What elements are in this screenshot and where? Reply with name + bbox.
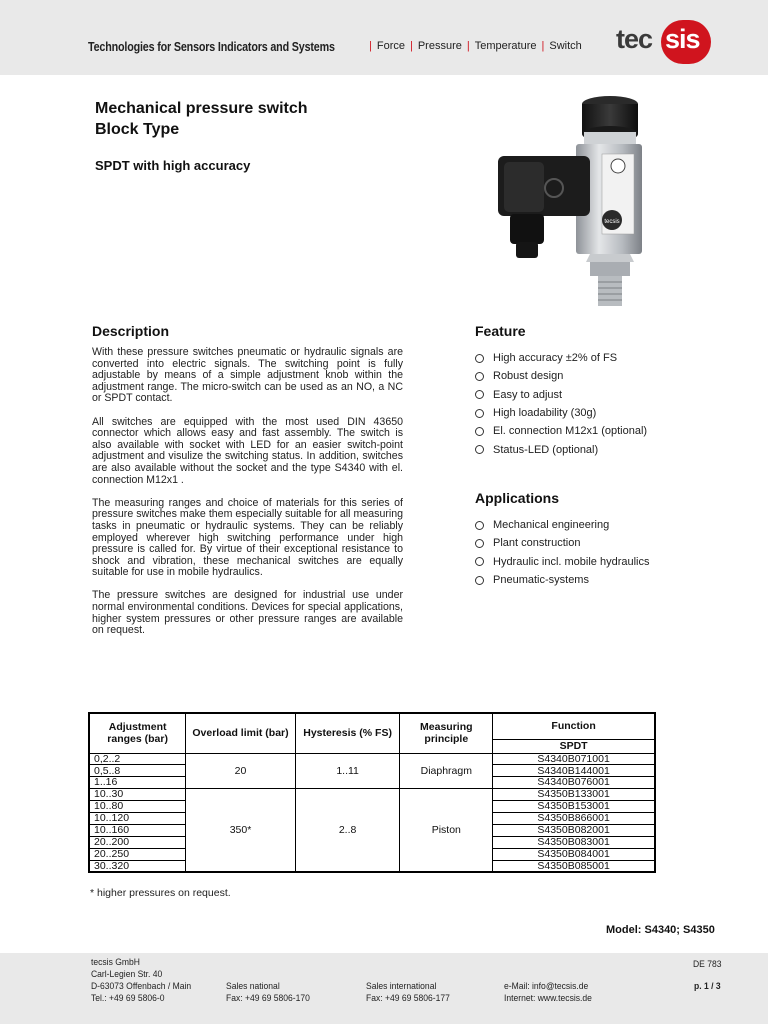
table-row: 1..16 S4340B076001: [89, 777, 655, 789]
bullet-circle-icon: [475, 445, 484, 454]
principle-value: Piston: [400, 789, 493, 872]
bullet-circle-icon: [475, 390, 484, 399]
list-item: Hydraulic incl. mobile hydraulics: [475, 553, 650, 571]
list-item: Robust design: [475, 367, 647, 385]
column-header-overload: Overload limit (bar): [186, 713, 296, 753]
table-row: 30..320 S4350B085001: [89, 860, 655, 872]
list-item: Mechanical engineering: [475, 516, 650, 534]
list-item: El. connection M12x1 (optional): [475, 422, 647, 440]
page-title: Mechanical pressure switch Block Type: [95, 100, 308, 138]
table-row: 0,5..8 S4340B144001: [89, 765, 655, 777]
nav-item-pressure[interactable]: Pressure: [417, 40, 462, 52]
table-row: 10..160 S4350B082001: [89, 824, 655, 836]
table-row: 10..80 S4350B153001: [89, 801, 655, 813]
header-tagline: Technologies for Sensors Indicators and Systems: [88, 40, 335, 54]
overload-value: 350*: [186, 789, 296, 872]
column-header-range: Adjustment ranges (bar): [89, 713, 186, 753]
bullet-circle-icon: [475, 539, 484, 548]
table-row: 20..200 S4350B083001: [89, 836, 655, 848]
list-item: High accuracy ±2% of FS: [475, 349, 647, 367]
principle-value: Diaphragm: [400, 753, 493, 789]
table-row: 10..120 S4350B866001: [89, 812, 655, 824]
bullet-circle-icon: [475, 409, 484, 418]
table-row: 0,2..2 20 1..11 Diaphragm S4340B071001: [89, 753, 655, 765]
nav-item-switch[interactable]: Switch: [549, 40, 582, 52]
bullet-circle-icon: [475, 557, 484, 566]
list-item: Plant construction: [475, 534, 650, 552]
table-row: 20..250 S4350B084001: [89, 848, 655, 860]
column-header-principle: Measuring principle: [400, 713, 493, 753]
list-item: Pneumatic-systems: [475, 571, 650, 589]
pressure-switch-photo: [494, 92, 664, 312]
header-nav: | Force | Pressure | Temperature | Switch: [369, 40, 582, 52]
footer-street: Carl-Legien Str. 40: [91, 969, 163, 980]
overload-value: 20: [186, 753, 296, 789]
description-paragraph: All switches are equipped with the most used DIN 43650 connector which allows easy and fast assembly. The switch is also available with socket with LED for an easier switch-point adjustment and visulize the switching status. In addition, switches are also available without the socket and the type S4340 with el. connection M12x1 .: [92, 415, 403, 486]
applications-heading: Applications: [475, 490, 560, 506]
feature-heading: Feature: [475, 323, 526, 339]
bullet-circle-icon: [475, 427, 484, 436]
column-header-spdt: SPDT: [493, 739, 655, 753]
tecsis-logo: tec sis: [616, 18, 716, 68]
applications-list: [475, 516, 650, 589]
bullet-circle-icon: [475, 354, 484, 363]
nav-item-temperature[interactable]: Temperature: [474, 40, 537, 52]
product-label: tecsis: [604, 219, 620, 225]
description-heading: Description: [92, 323, 170, 339]
description-paragraph: The pressure switches are designed for industrial use under normal environmental conditions. Devices for special applications, higher system pressures or other pressure ranges are available on request.: [92, 589, 403, 637]
column-header-function: Function: [493, 713, 655, 739]
footer-fax-national: Fax: +49 69 5806-170: [226, 993, 310, 1004]
description-body: [92, 347, 403, 648]
description-paragraph: The measuring ranges and choice of materials for this series of pressure switches make them especially suitable for all measuring tasks in pneumatic or hydraulic systems. They can be reliably employed wherever high switching performance under high pressure is called for. By virtue of their exceptional resistance to shock and vibration, these mechanical switches are equally suitable for use in mobile hydraulics.: [92, 496, 403, 579]
footer-website[interactable]: Internet: www.tecsis.de: [504, 993, 592, 1004]
nav-item-force[interactable]: Force: [376, 40, 405, 52]
model-label: Model: S4340; S4350: [606, 924, 715, 936]
footer-sales-international: Sales international: [366, 981, 437, 992]
page-number: p. 1 / 3: [694, 981, 721, 992]
footer-tel: Tel.: +49 69 5806-0: [91, 993, 165, 1004]
feature-list: [475, 349, 647, 459]
page-footer: [0, 953, 768, 1024]
description-paragraph: With these pressure switches pneumatic or hydraulic signals are converted into electric signals. The switching point is fully adjustable by means of a simple adjustment knob within the adjustment range. The micro-switch can be used as an NO, a NC or SPDT contact.: [92, 346, 403, 405]
hysteresis-value: 2..8: [295, 789, 400, 872]
page-subtitle: SPDT with high accuracy: [95, 158, 251, 173]
list-item: Status-LED (optional): [475, 440, 647, 458]
bullet-circle-icon: [475, 372, 484, 381]
footer-sales-national: Sales national: [226, 981, 280, 992]
specification-table: [88, 712, 656, 873]
list-item: High loadability (30g): [475, 404, 647, 422]
document-id: DE 783: [693, 959, 722, 970]
column-header-hysteresis: Hysteresis (% FS): [295, 713, 400, 753]
footer-email[interactable]: e-Mail: info@tecsis.de: [504, 981, 589, 992]
footer-fax-international: Fax: +49 69 5806-177: [366, 993, 450, 1004]
footer-city: D-63073 Offenbach / Main: [91, 981, 192, 992]
table-row: 10..30 350* 2..8 Piston S4350B133001: [89, 789, 655, 801]
table-footnote: * higher pressures on request.: [90, 887, 231, 899]
list-item: Easy to adjust: [475, 386, 647, 404]
bullet-circle-icon: [475, 576, 484, 585]
hysteresis-value: 1..11: [295, 753, 400, 789]
bullet-circle-icon: [475, 521, 484, 530]
page-header: [0, 0, 768, 75]
footer-company: tecsis GmbH: [91, 957, 140, 968]
